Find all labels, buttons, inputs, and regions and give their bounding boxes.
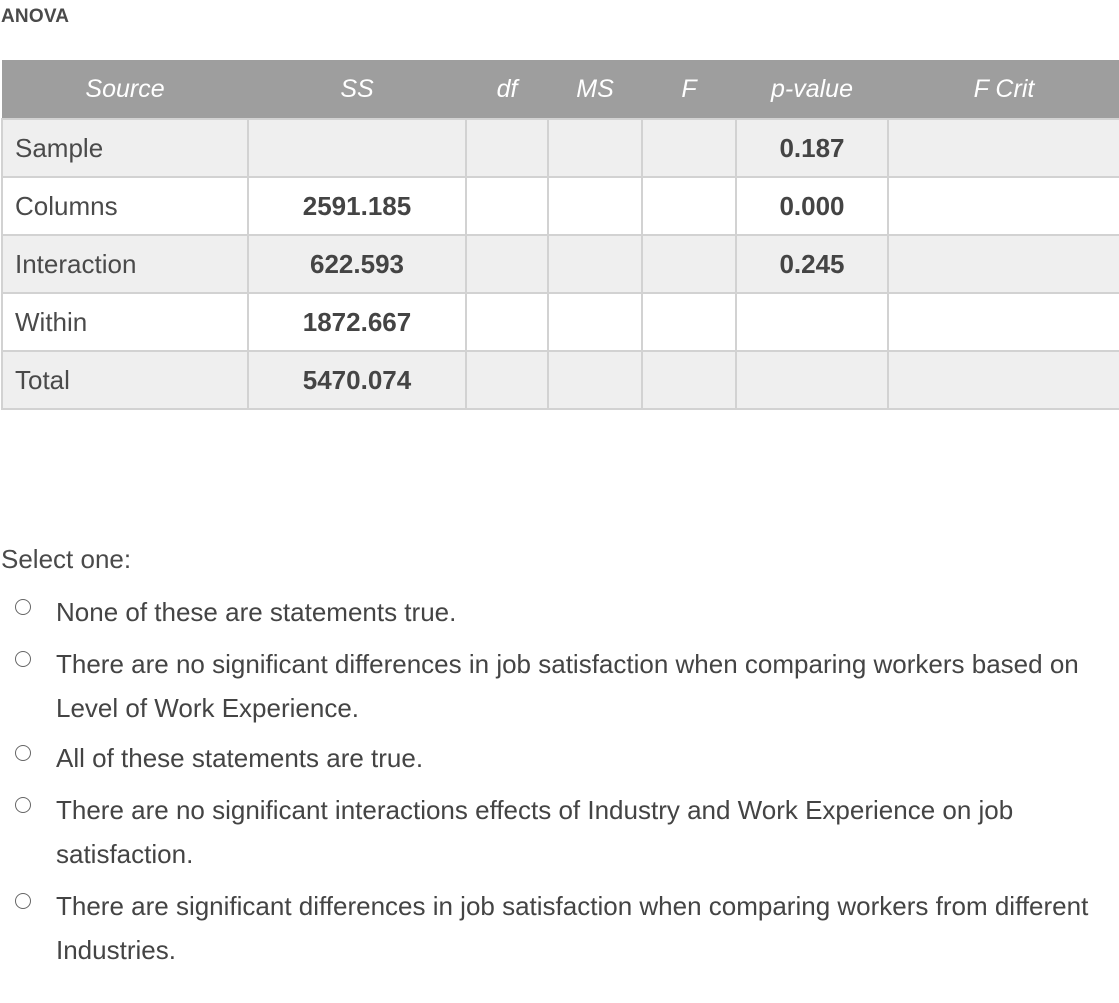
answer-option-label: There are no significant interactions effects of Industry and Work Experience on job satisfaction. — [56, 795, 1014, 869]
header-ss: SS — [248, 60, 466, 119]
header-f-crit: F Crit — [888, 60, 1119, 119]
cell-f — [642, 119, 736, 177]
header-p-value: p-value — [736, 60, 888, 119]
cell-ss: 1872.667 — [248, 293, 466, 351]
table-row — [2, 293, 1119, 351]
cell-f — [642, 235, 736, 293]
answer-option[interactable] — [0, 590, 1119, 634]
answer-option[interactable] — [0, 736, 1119, 780]
cell-source: Interaction — [2, 235, 248, 293]
cell-f-crit — [888, 351, 1119, 409]
answer-option[interactable] — [0, 642, 1119, 730]
cell-f — [642, 293, 736, 351]
cell-df — [466, 235, 548, 293]
cell-source: Within — [2, 293, 248, 351]
answer-options — [0, 590, 1119, 972]
cell-p-value: 0.187 — [736, 119, 888, 177]
cell-f-crit — [888, 293, 1119, 351]
table-row — [2, 351, 1119, 409]
select-one-label: Select one: — [1, 544, 132, 574]
cell-ss: 622.593 — [248, 235, 466, 293]
cell-ms — [548, 235, 642, 293]
cell-f — [642, 351, 736, 409]
cell-f-crit — [888, 119, 1119, 177]
cell-p-value: 0.245 — [736, 235, 888, 293]
radio-button[interactable] — [15, 599, 31, 615]
header-ms: MS — [548, 60, 642, 119]
anova-table — [1, 60, 1119, 410]
header-df: df — [466, 60, 548, 119]
cell-source: Columns — [2, 177, 248, 235]
cell-p-value — [736, 293, 888, 351]
cell-source: Total — [2, 351, 248, 409]
cell-ss: 5470.074 — [248, 351, 466, 409]
cell-ms — [548, 119, 642, 177]
cell-ms — [548, 293, 642, 351]
radio-button[interactable] — [15, 797, 31, 813]
header-source: Source — [2, 60, 248, 119]
table-row — [2, 177, 1119, 235]
cell-f — [642, 177, 736, 235]
answer-option[interactable] — [0, 788, 1119, 876]
cell-df — [466, 119, 548, 177]
answer-option[interactable] — [0, 884, 1119, 972]
cell-ss — [248, 119, 466, 177]
cell-p-value: 0.000 — [736, 177, 888, 235]
cell-df — [466, 177, 548, 235]
table-header-row — [2, 60, 1119, 119]
radio-button[interactable] — [15, 745, 31, 761]
cell-p-value — [736, 351, 888, 409]
table-row — [2, 235, 1119, 293]
cell-f-crit — [888, 235, 1119, 293]
cell-source: Sample — [2, 119, 248, 177]
answer-option-label: All of these statements are true. — [56, 743, 424, 773]
radio-button[interactable] — [15, 893, 31, 909]
cell-df — [466, 351, 548, 409]
cell-ms — [548, 177, 642, 235]
radio-button[interactable] — [15, 651, 31, 667]
anova-title: ANOVA — [1, 6, 70, 27]
cell-df — [466, 293, 548, 351]
answer-option-label: There are significant differences in job satisfaction when comparing workers from different Industries. — [56, 891, 1089, 965]
table-row — [2, 119, 1119, 177]
header-f: F — [642, 60, 736, 119]
cell-ss: 2591.185 — [248, 177, 466, 235]
cell-ms — [548, 351, 642, 409]
answer-option-label: There are no significant differences in job satisfaction when comparing workers based on Level of Work Experience. — [56, 649, 1079, 723]
answer-option-label: None of these are statements true. — [56, 597, 457, 627]
cell-f-crit — [888, 177, 1119, 235]
